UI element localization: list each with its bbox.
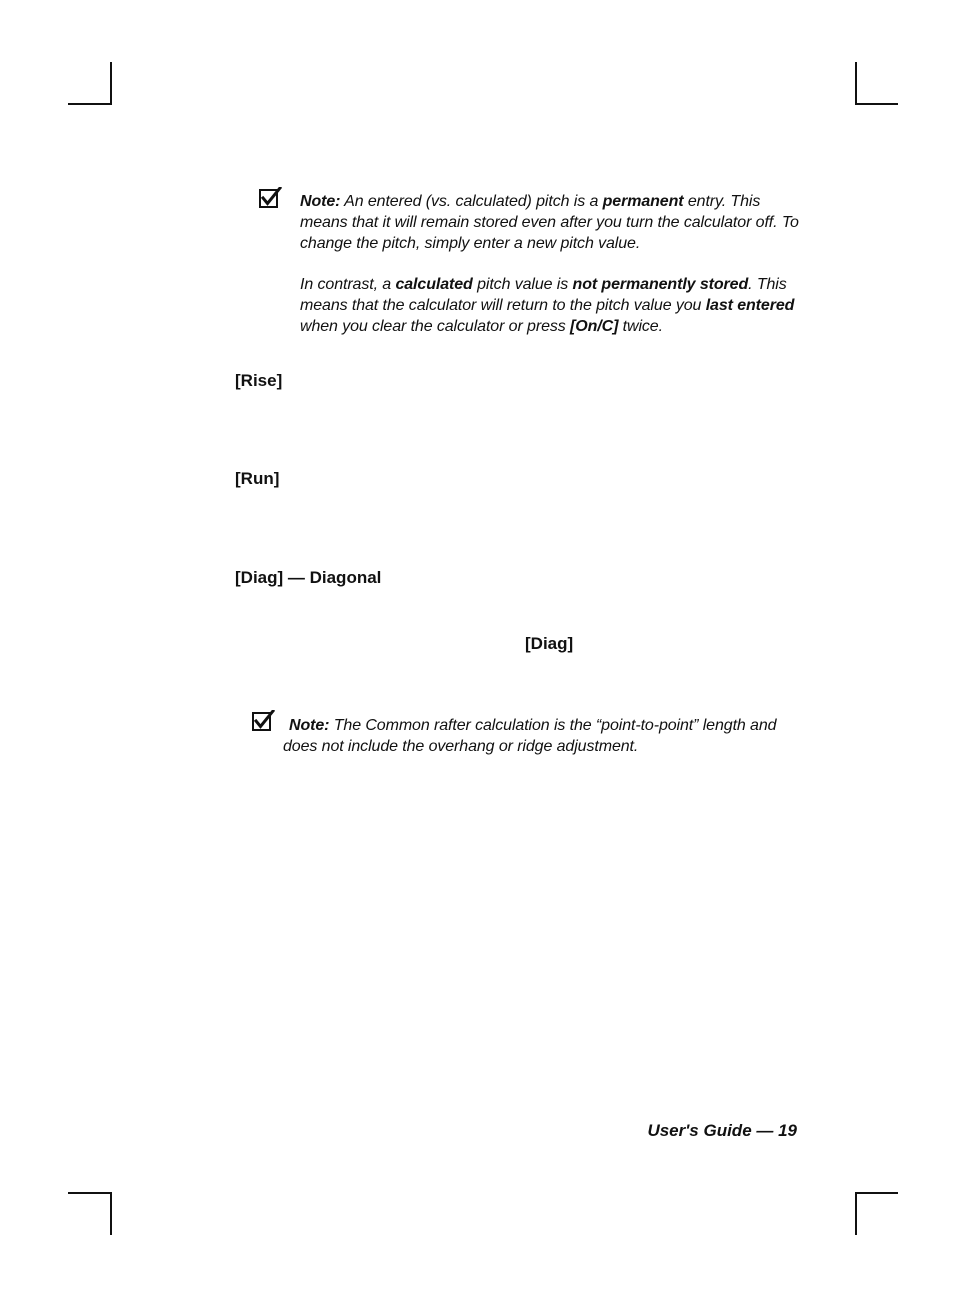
crop-mark-top-right-vertical (855, 62, 857, 105)
crop-mark-bottom-right-vertical (855, 1192, 857, 1235)
rafter-note-paragraph: Note: The Common rafter calculation is the “point-to-point” length and does not include the overhang or ridge adjustment. (283, 717, 777, 755)
pitch-note-paragraph-2: In contrast, a calculated pitch value is not permanently stored. This means that the calculator will return to the pitch value you last entered when you clear the calculator or press [On/C] twice. (300, 276, 795, 335)
crop-mark-top-left-vertical (110, 62, 112, 105)
note-label: Note: (300, 193, 341, 210)
rafter-note (283, 715, 793, 757)
crop-mark-bottom-left-horizontal (68, 1192, 111, 1194)
pitch-note-paragraph-1: Note: An entered (vs. calculated) pitch is a permanent entry. This means that it will remain stored even after you turn the calculator off. To change the pitch, simply enter a new pitch value. (300, 193, 799, 252)
crop-mark-top-left-horizontal (68, 103, 111, 105)
diag-key-label: [Diag] (525, 634, 574, 653)
page-footer: User's Guide — 19 (647, 1121, 797, 1140)
rise-heading: [Rise] (235, 371, 283, 390)
crop-mark-bottom-right-horizontal (855, 1192, 898, 1194)
checked-box-icon (252, 710, 274, 732)
crop-mark-bottom-left-vertical (110, 1192, 112, 1235)
pitch-note (300, 191, 800, 337)
checked-box-icon (259, 187, 281, 209)
crop-mark-top-right-horizontal (855, 103, 898, 105)
diag-heading: [Diag] — Diagonal (235, 568, 382, 587)
run-heading: [Run] (235, 469, 280, 488)
note-label: Note: (289, 717, 330, 734)
